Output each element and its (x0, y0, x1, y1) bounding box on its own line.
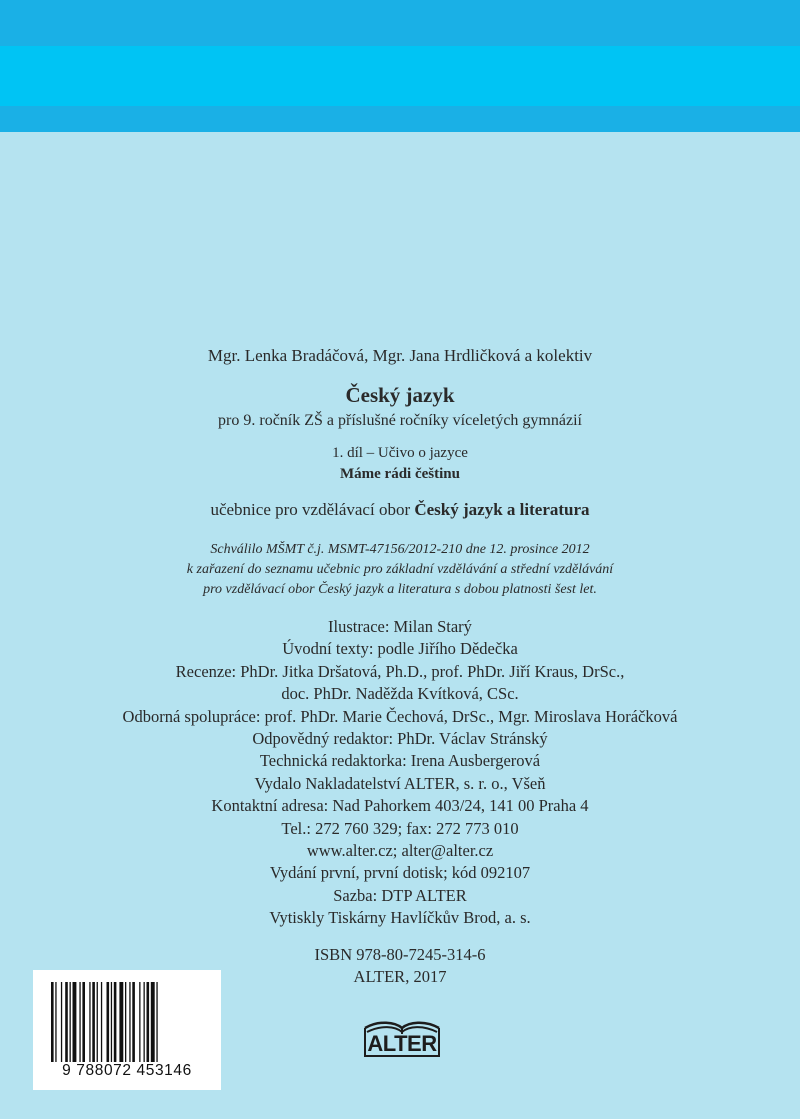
barcode-bar (73, 982, 77, 1062)
barcode-bar (144, 982, 145, 1062)
credit-line: Tel.: 272 760 329; fax: 272 773 010 (281, 818, 519, 838)
barcode-bar (92, 982, 95, 1062)
approval-line: k zařazení do seznamu učebnic pro základní vzdělávání a střední vzdělávání (186, 562, 614, 577)
isbn-number: ISBN 978-80-7245-314-6 (314, 945, 486, 964)
barcode-bar (101, 982, 102, 1062)
credit-line: www.alter.cz; alter@alter.cz (306, 841, 494, 861)
barcode-bar (97, 982, 98, 1062)
credit-line: Recenze: PhDr. Jitka Dršatová, Ph.D., prof. PhDr. Jiří Kraus, DrSc., (175, 661, 625, 681)
barcode-bar (147, 982, 150, 1062)
credit-line: Ilustrace: Milan Starý (328, 617, 472, 636)
part-subtitle: Máme rádi češtinu (340, 466, 460, 482)
barcode-bar (156, 982, 157, 1062)
credits (0, 616, 800, 930)
approval-line: Schválilo MŠMT č.j. MSMT-47156/2012-210 dne 12. prosince 2012 (210, 542, 590, 557)
barcode-bar (139, 982, 140, 1062)
credit-line: Vydání první, první dotisk; kód 092107 (269, 863, 531, 883)
credit-line: Odpovědný redaktor: PhDr. Václav Stránský (252, 729, 548, 749)
course-line (0, 500, 800, 520)
credit-line: Kontaktní adresa: Nad Pahorkem 403/24, 141 00 Praha 4 (211, 796, 589, 816)
barcode-bar (51, 982, 54, 1062)
approval-line: pro vzdělávací obor Český jazyk a literatura s dobou platnosti šest let. (203, 582, 597, 597)
barcode-bar (89, 982, 90, 1062)
barcode-bar (65, 982, 68, 1062)
barcode-bar (107, 982, 110, 1062)
barcode-bar (111, 982, 112, 1062)
logo-text: ALTER (367, 1031, 437, 1056)
top-band-light (0, 46, 800, 106)
credit-line: Odborná spolupráce: prof. PhDr. Marie Čechová, DrSc., Mgr. Miroslava Horáčková (122, 706, 678, 726)
barcode-bar (132, 982, 135, 1062)
barcode-digits: 9 788072 453146 (62, 1062, 192, 1079)
part-label: 1. díl – Učivo o jazyce (332, 445, 468, 461)
publisher-year: ALTER, 2017 (353, 967, 447, 987)
barcode-bar (125, 982, 126, 1062)
top-band-dark (0, 0, 800, 46)
barcode-bar (70, 982, 71, 1062)
barcode (33, 970, 221, 1090)
barcode-bar (79, 982, 80, 1062)
barcode-bar (129, 982, 130, 1062)
barcode-bar (119, 982, 123, 1062)
top-band-dark-lower (0, 106, 800, 132)
credit-line: Technická redaktorka: Irena Ausbergerová (259, 751, 541, 771)
course-prefix: učebnice pro vzdělávací obor (210, 500, 415, 519)
credit-line: Vydalo Nakladatelství ALTER, s. r. o., Všeň (254, 773, 546, 793)
book-title: Český jazyk (345, 383, 455, 407)
barcode-bar (55, 982, 56, 1062)
authors: Mgr. Lenka Bradáčová, Mgr. Jana Hrdličková a kolektiv (207, 346, 593, 365)
book-subtitle: pro 9. ročník ZŠ a příslušné ročníky víceletých gymnázií (218, 412, 582, 429)
credit-line: Úvodní texty: podle Jiřího Dědečka (282, 639, 518, 659)
barcode-bars (51, 982, 203, 1062)
barcode-bar (61, 982, 62, 1062)
barcode-bar (82, 982, 85, 1062)
approval-note (0, 540, 800, 600)
credit-line: Vytiskly Tiskárny Havlíčkův Brod, a. s. (269, 908, 531, 928)
course-name: Český jazyk a literatura (414, 500, 590, 519)
barcode-bar (151, 982, 155, 1062)
alter-logo (357, 1014, 447, 1058)
credit-line: doc. PhDr. Naděžda Kvítková, CSc. (281, 684, 519, 704)
barcode-bar (114, 982, 117, 1062)
credit-line: Sazba: DTP ALTER (333, 885, 467, 905)
